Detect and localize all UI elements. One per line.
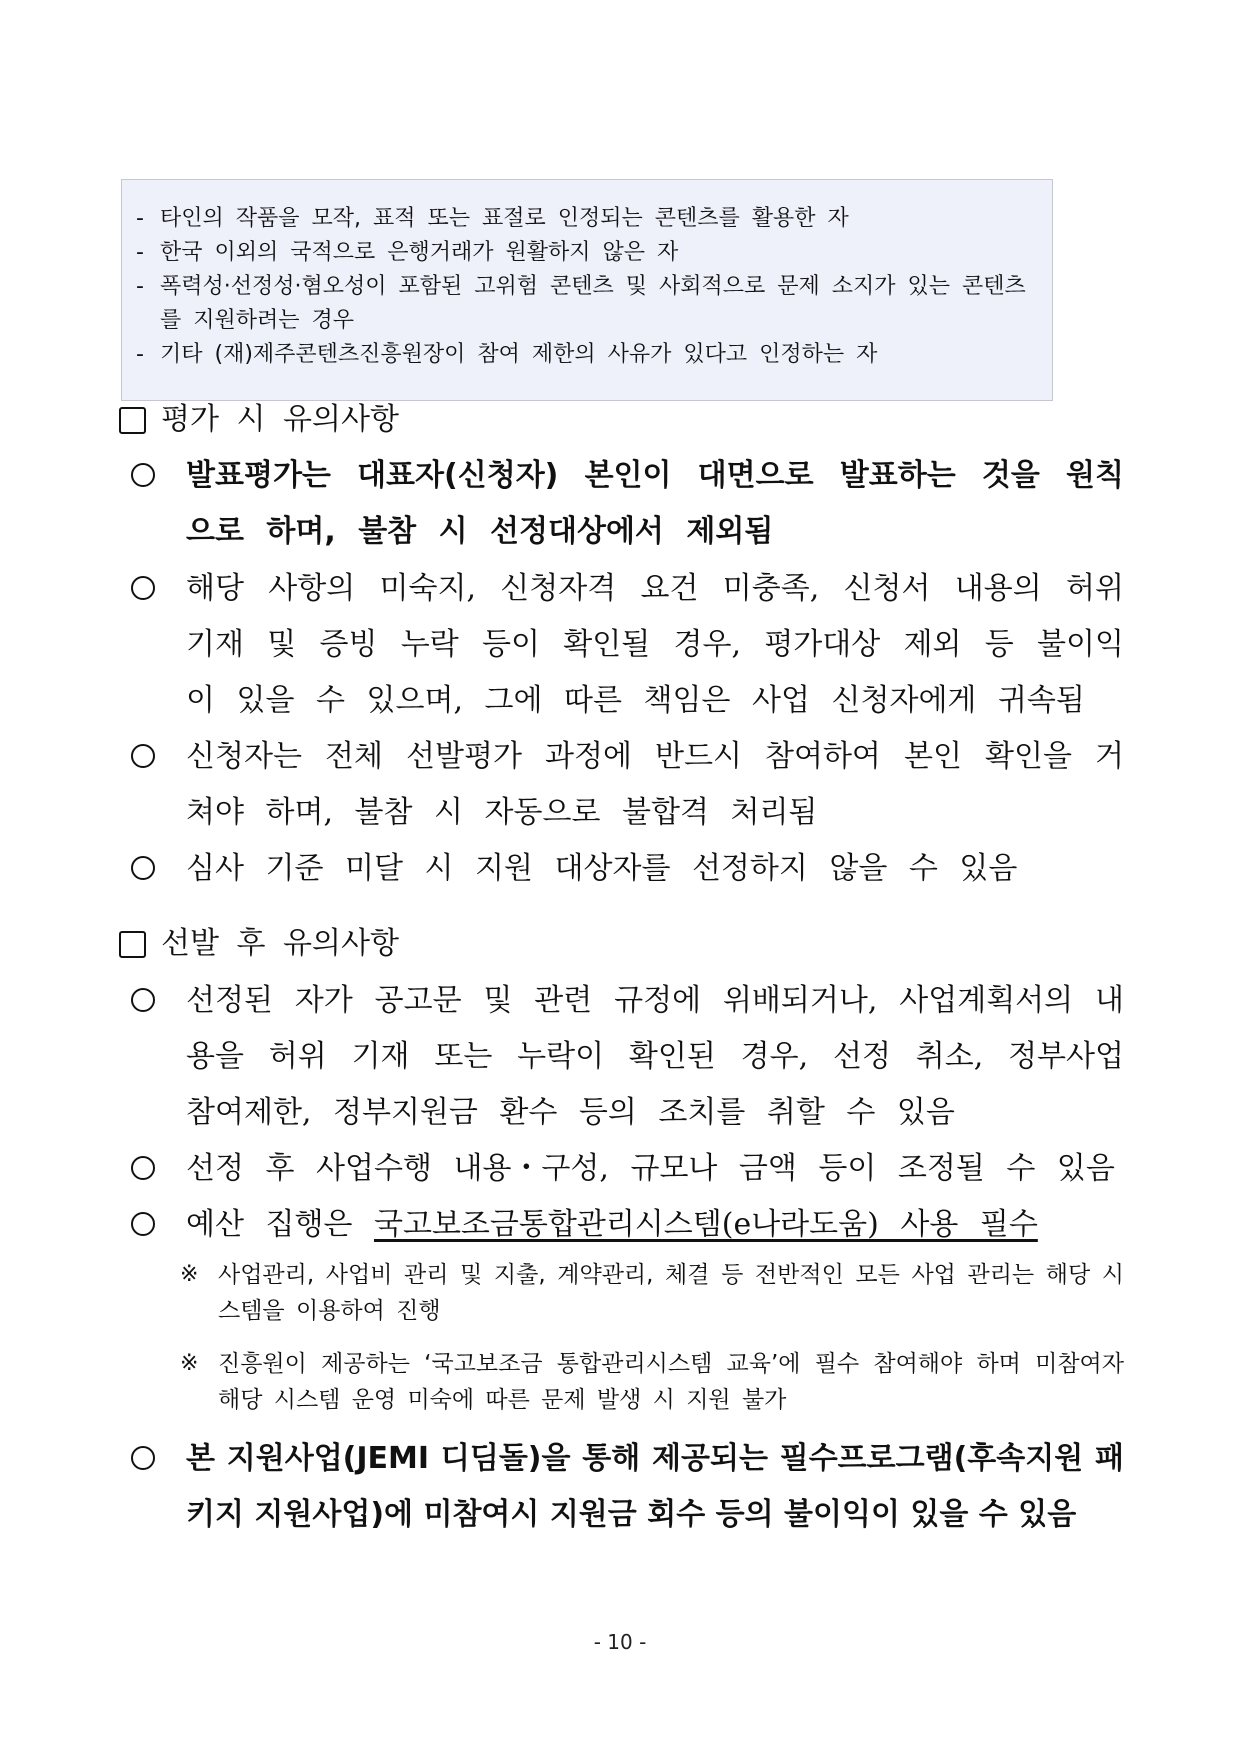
section-heading-evaluation [119,400,399,440]
list-item: 선정된 자가 공고문 및 관련 규정에 위배되거나, 사업계획서의 내용을 허위 기재 또는 누락이 확인된 경우, 선정 취소, 정부사업 참여제한, 정부지원금 환수 등의 조치를 취할 수 있음 [131,973,1124,1141]
list-item: - 한국 이외의 국적으로 은행거래가 원활하지 않은 자 [136,240,679,265]
reference-note: ※ 사업관리, 사업비 관리 및 지출, 계약관리, 체결 등 전반적인 모든 사업 관리는 해당 시스템을 이용하여 진행 [180,1257,1124,1329]
list-item: 발표평가는 대표자(신청자) 본인이 대면으로 발표하는 것을 원칙으로 하며, 불참 시 선정대상에서 제외됨 [131,448,1124,560]
reference-mark-icon: ※ [180,1262,199,1287]
circle-bullet-icon [131,1156,155,1180]
checkbox-icon [119,931,146,958]
list-item: 선정 후 사업수행 내용・구성, 규모나 금액 등이 조정될 수 있음 [131,1141,1124,1197]
list-item: 본 지원사업(JEMI 디딤돌)을 통해 제공되는 필수프로그램(후속지원 패키지 지원사업)에 미참여시 지원금 회수 등의 불이익이 있을 수 있음 [131,1431,1124,1543]
page-number: - 10 - [593,1630,647,1654]
list-item: 심사 기준 미달 시 지원 대상자를 선정하지 않을 수 있음 [131,841,1124,897]
reference-mark-icon: ※ [180,1351,199,1376]
list-item: - 타인의 작품을 모작, 표적 또는 표절로 인정되는 콘텐츠를 활용한 자 [136,206,849,231]
list-item: 신청자는 전체 선발평가 과정에 반드시 참여하여 본인 확인을 거쳐야 하며, 불참 시 자동으로 불합격 처리됨 [131,729,1124,841]
list-item: 해당 사항의 미숙지, 신청자격 요건 미충족, 신청서 내용의 허위 기재 및 증빙 누락 등이 확인될 경우, 평가대상 제외 등 불이익이 있을 수 있으며, 그에 따른 책임은 사업 신청자에게 귀속됨 [131,561,1124,729]
required-system-emphasis: 국고보조금통합관리시스템(e나라도움) 사용 필수 [373,1207,1038,1242]
restriction-notice-box [121,179,1053,401]
checkbox-icon [119,407,146,434]
circle-bullet-icon [131,1446,155,1470]
list-item: 예산 집행은 국고보조금통합관리시스템(e나라도움) 사용 필수 [131,1197,1124,1253]
circle-bullet-icon [131,856,155,880]
circle-bullet-icon [131,744,155,768]
section-title: 평가 시 유의사항 [161,402,399,437]
circle-bullet-icon [131,463,155,487]
circle-bullet-icon [131,988,155,1012]
reference-note: ※ 진흥원이 제공하는 ‘국고보조금 통합관리시스템 교육’에 필수 참여해야 하며 미참여자 해당 시스템 운영 미숙에 따른 문제 발생 시 지원 불가 [180,1346,1124,1418]
list-item: - 폭력성·선정성·혐오성이 포함된 고위험 콘텐츠 및 사회적으로 문제 소지가 있는 콘텐츠를 지원하려는 경우 [136,274,1026,333]
section-heading-post-selection [119,924,399,964]
list-item: - 기타 (재)제주콘텐츠진흥원장이 참여 제한의 사유가 있다고 인정하는 자 [136,342,878,367]
circle-bullet-icon [131,1212,155,1236]
section-title: 선발 후 유의사항 [161,926,399,961]
circle-bullet-icon [131,576,155,600]
